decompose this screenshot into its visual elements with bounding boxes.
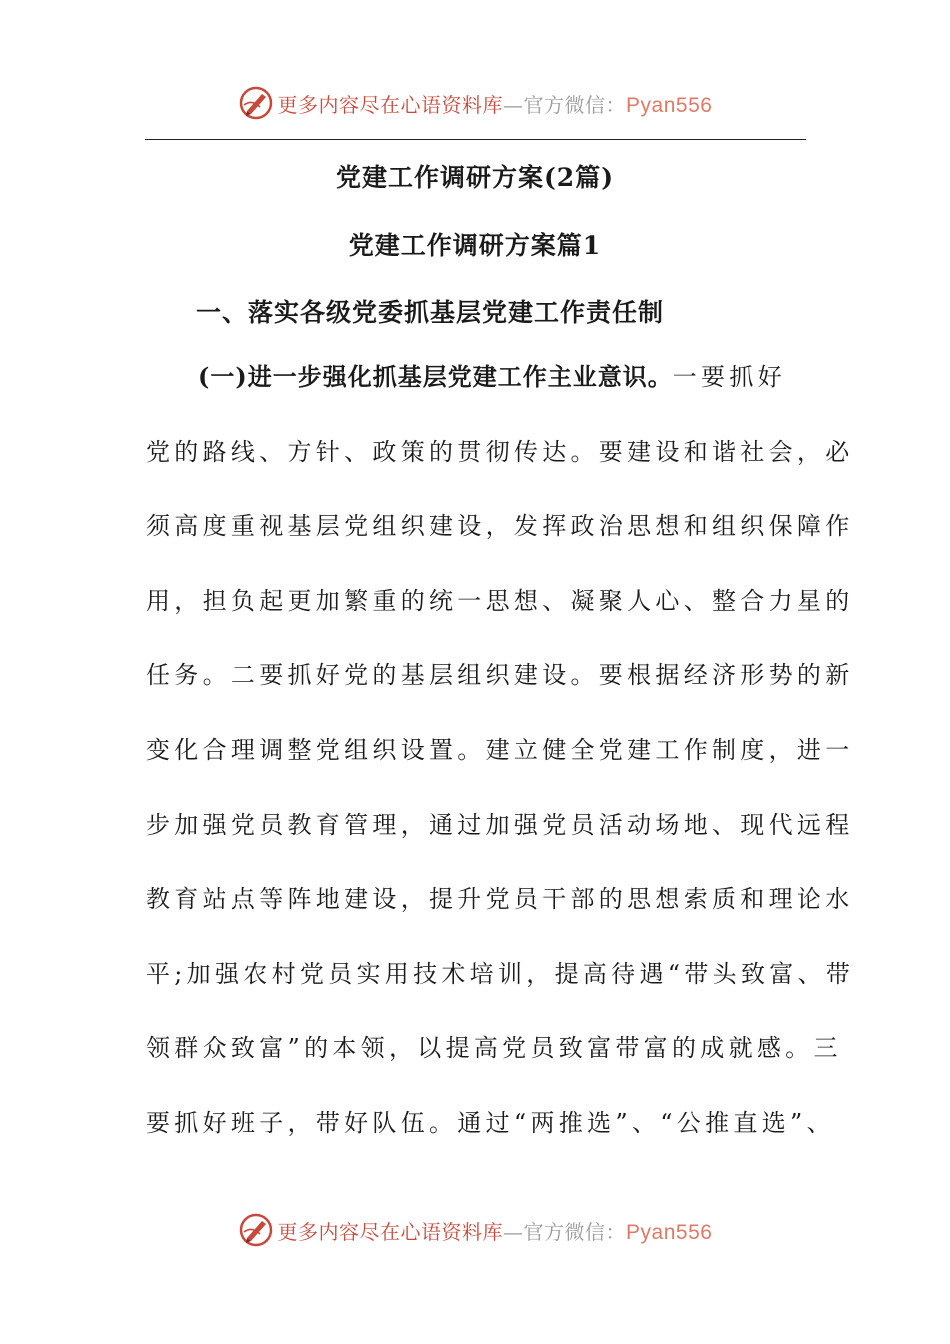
body-paragraph bbox=[146, 340, 855, 1161]
document-title: 党建工作调研方案(2篇) bbox=[335, 163, 615, 192]
body-line: 用，担负起更加繁重的统一思想、凝聚人心、整合力星的 bbox=[146, 586, 854, 615]
body-line: 领群众致富”的本领，以提高党员致富带富的成就感。三 bbox=[146, 1034, 842, 1063]
watermark-footer bbox=[0, 1210, 950, 1250]
header-rule bbox=[145, 139, 806, 140]
watermark-header bbox=[0, 83, 950, 123]
body-line: 平;加强农村党员实用技术培训，提高待遇“带头致富、带 bbox=[146, 959, 855, 988]
body-line: (一)进一步强化抓基层党建工作主业意识。一要抓好 bbox=[198, 362, 786, 391]
body-line: 要抓好班子，带好队伍。通过“两推选”、“公推直选”、 bbox=[146, 1108, 835, 1137]
body-line: 步加强党员教育管理，通过加强党员活动场地、现代远程 bbox=[146, 810, 854, 839]
body-line: 教育站点等阵地建设，提升党员干部的思想索质和理论水 bbox=[146, 885, 854, 914]
document-subtitle: 党建工作调研方案篇1 bbox=[348, 231, 602, 260]
body-line: 党的路线、方针、政策的贯彻传达。要建设和谐社会，必 bbox=[146, 437, 854, 466]
pen-logo-icon bbox=[238, 85, 274, 121]
paragraph-lead: (一)进一步强化抓基层党建工作主业意识。 bbox=[198, 362, 673, 391]
watermark-text: 更多内容尽在心语资料库—官方微信：Pyan556 bbox=[277, 1219, 713, 1244]
body-line: 任务。二要抓好党的基层组织建设。要根据经济形势的新 bbox=[146, 661, 854, 690]
body-line: 变化合理调整党组织设置。建立健全党建工作制度，进一 bbox=[146, 735, 854, 764]
section-heading: 一、落实各级党委抓基层党建工作责任制 bbox=[196, 298, 665, 327]
watermark-text: 更多内容尽在心语资料库—官方微信：Pyan556 bbox=[277, 92, 713, 117]
body-line: 须高度重视基层党组织建设，发挥政治思想和组织保障作 bbox=[146, 512, 854, 541]
pen-logo-icon bbox=[238, 1212, 274, 1248]
